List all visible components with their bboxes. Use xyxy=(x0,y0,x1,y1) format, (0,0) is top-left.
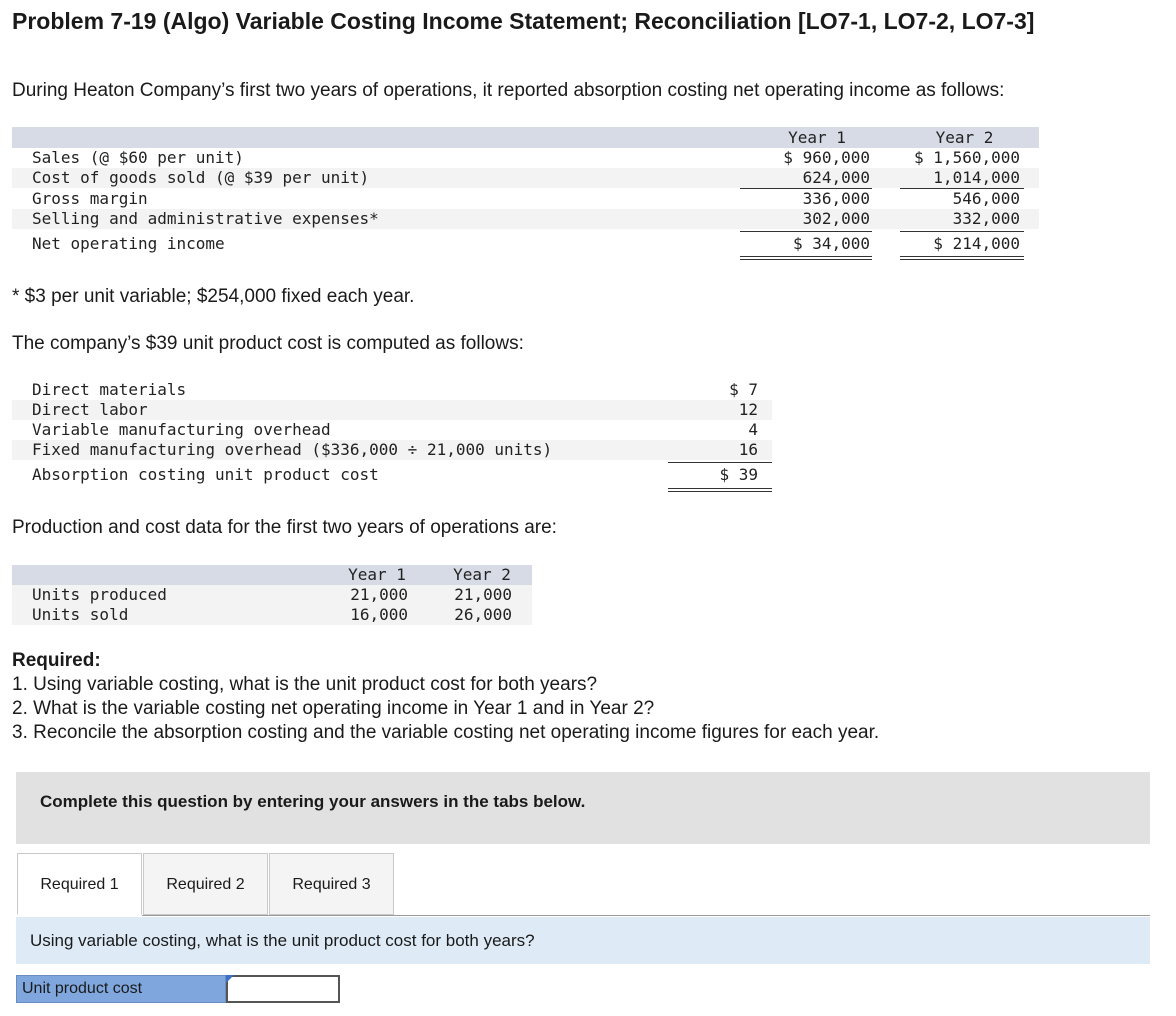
required-item-3: 3. Reconcile the absorption costing and the variable costing net operating income figures for each year. xyxy=(12,722,880,743)
required-heading: Required: xyxy=(12,650,101,671)
column-header-year2: Year 2 xyxy=(935,128,994,147)
total-double-rule xyxy=(668,488,772,489)
table-row xyxy=(12,168,1039,188)
row-label: Fixed manufacturing overhead ($336,000 ÷ 21,000 units) xyxy=(32,440,553,459)
total-double-rule xyxy=(740,259,872,260)
row-label: Cost of goods sold (@ $39 per unit) xyxy=(32,168,370,187)
row-label: Direct labor xyxy=(32,400,148,419)
row-label: Selling and administrative expenses* xyxy=(32,209,379,228)
table-row xyxy=(12,189,1039,209)
unit-cost-intro: The company’s $39 unit product cost is computed as follows: xyxy=(12,333,524,354)
cell-year1: 302,000 xyxy=(802,209,870,228)
subtotal-rule xyxy=(900,231,1024,232)
column-header-year1: Year 1 xyxy=(348,565,406,584)
cell-value: 12 xyxy=(738,400,758,419)
page-title: Problem 7-19 (Algo) Variable Costing Income Statement; Reconciliation [LO7-1, LO7-2, LO7-3] xyxy=(12,8,1035,34)
tab-required-3[interactable]: Required 3 xyxy=(269,853,394,915)
table-row xyxy=(12,209,1039,229)
cell-year1: 16,000 xyxy=(350,605,408,624)
table-row xyxy=(12,465,772,485)
subtotal-rule xyxy=(668,462,772,463)
row-label: Sales (@ $60 per unit) xyxy=(32,148,244,167)
total-double-rule xyxy=(900,259,1024,260)
total-double-rule xyxy=(740,256,872,257)
table-row xyxy=(12,234,1039,254)
cell-value: $ 39 xyxy=(719,465,758,484)
cell-value: $ 7 xyxy=(729,380,758,399)
instruction-box xyxy=(16,772,1150,844)
footnote: * $3 per unit variable; $254,000 fixed each year. xyxy=(12,286,415,307)
subtotal-rule xyxy=(740,231,872,232)
unit-product-cost-label: Unit product cost xyxy=(16,975,226,1003)
cell-year1: $ 34,000 xyxy=(792,234,870,253)
table-row xyxy=(12,380,772,400)
cell-year1: 21,000 xyxy=(350,585,408,604)
cell-year2: 546,000 xyxy=(952,189,1020,208)
total-double-rule xyxy=(668,491,772,492)
row-label: Units sold xyxy=(32,605,129,624)
column-header-year2: Year 2 xyxy=(453,565,511,584)
table-row xyxy=(12,440,772,460)
unit-cost-table xyxy=(12,380,772,495)
cell-year2: $ 1,560,000 xyxy=(914,148,1020,167)
table-row xyxy=(12,420,772,440)
cell-year1: 624,000 xyxy=(802,168,870,187)
required-item-2: 2. What is the variable costing net operating income in Year 1 and in Year 2? xyxy=(12,698,655,719)
question-box xyxy=(16,917,1150,964)
tab-required-1[interactable]: Required 1 xyxy=(17,853,142,915)
cell-year1: $ 960,000 xyxy=(783,148,870,167)
production-table xyxy=(12,565,532,627)
tab-divider xyxy=(142,915,1150,916)
production-intro: Production and cost data for the first two years of operations are: xyxy=(12,517,557,538)
table-row xyxy=(12,400,772,420)
cell-year2: 26,000 xyxy=(454,605,512,624)
table-row xyxy=(12,148,1039,168)
required-item-1: 1. Using variable costing, what is the unit product cost for both years? xyxy=(12,674,598,695)
intro-text: During Heaton Company’s first two years of operations, it reported absorption costing net operating income as follows: xyxy=(12,80,1005,101)
cell-year2: 1,014,000 xyxy=(933,168,1020,187)
question-text: Using variable costing, what is the unit product cost for both years? xyxy=(30,931,535,950)
cell-year1: 336,000 xyxy=(802,189,870,208)
row-label: Gross margin xyxy=(32,189,148,208)
table-row xyxy=(12,605,532,625)
row-label: Units produced xyxy=(32,585,167,604)
row-label: Direct materials xyxy=(32,380,187,399)
input-corner-marker xyxy=(226,975,234,983)
tab-required-2[interactable]: Required 2 xyxy=(143,853,268,915)
instruction-text: Complete this question by entering your answers in the tabs below. xyxy=(40,792,586,811)
cell-value: 4 xyxy=(748,420,758,439)
table-row xyxy=(12,585,532,605)
column-header-year1: Year 1 xyxy=(788,128,846,147)
row-label: Variable manufacturing overhead xyxy=(32,420,331,439)
row-label: Net operating income xyxy=(32,234,225,253)
unit-product-cost-input[interactable] xyxy=(226,975,340,1003)
income-statement-table xyxy=(12,127,1039,262)
row-label: Absorption costing unit product cost xyxy=(32,465,379,484)
total-double-rule xyxy=(900,256,1024,257)
cell-year2: 21,000 xyxy=(454,585,512,604)
cell-year2: 332,000 xyxy=(952,209,1020,228)
cell-value: 16 xyxy=(738,440,758,459)
cell-year2: $ 214,000 xyxy=(933,234,1020,253)
